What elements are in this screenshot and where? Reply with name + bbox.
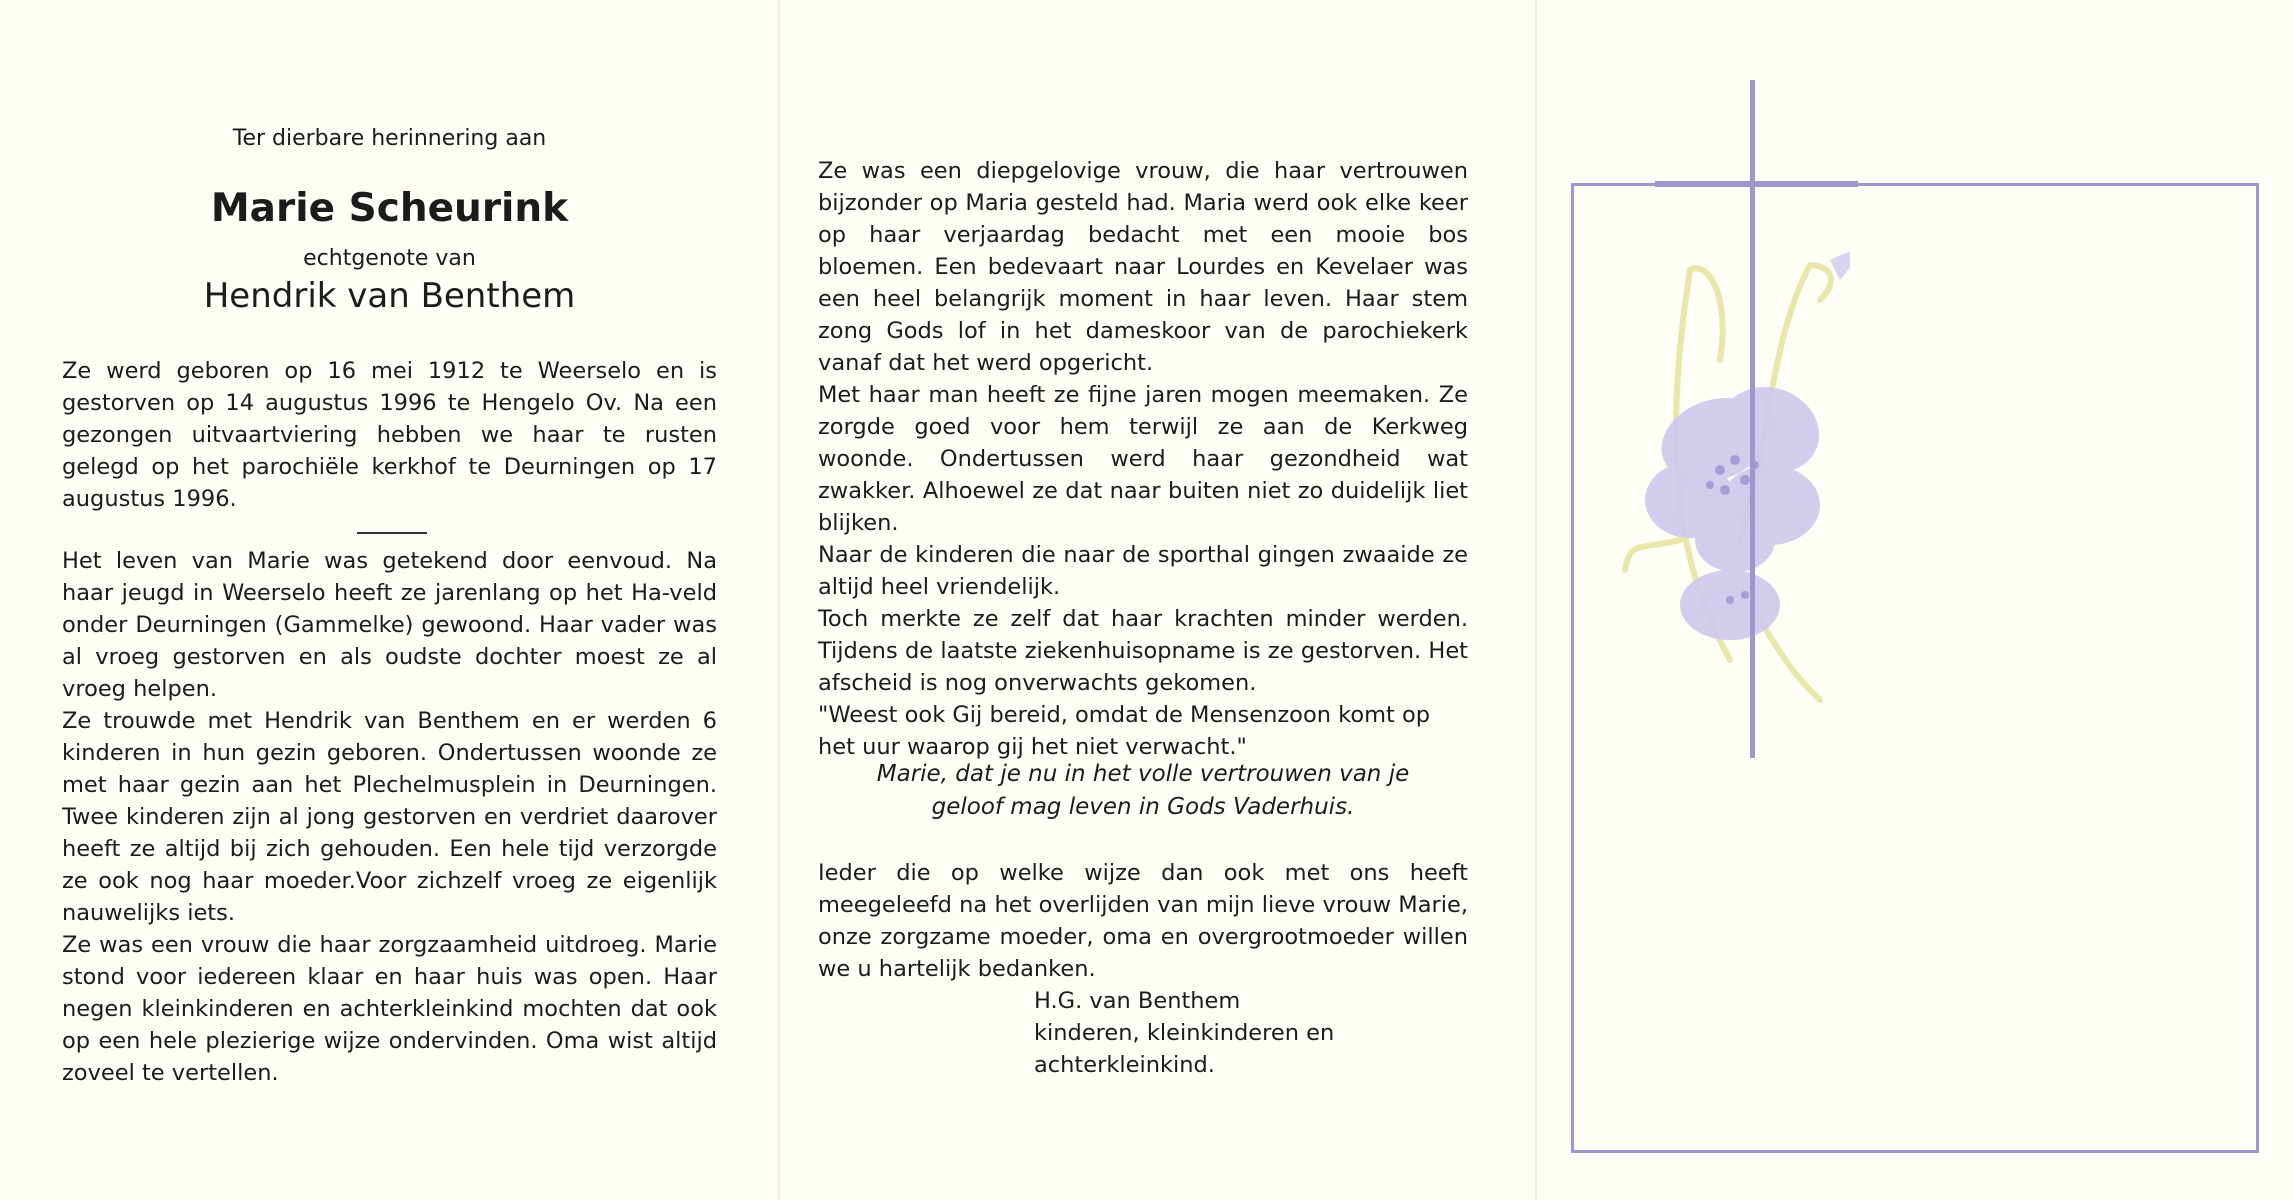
- life-story: [62, 545, 717, 1089]
- faith-paragraph: Ze was een diepgelovige vrouw, die haar vertrouwen bijzonder op Maria gesteld had. Maria werd ook elke keer op haar verjaardag bedacht met een mooie bos bloemen. Een bedevaart naar Lourdes en Kevelaer was een heel belangrijk moment in haar leven. Haar stem zong Gods lof in het dameskoor van de parochiekerk vanaf dat het werd opgericht.: [818, 158, 1468, 376]
- right-panel: [1540, 0, 2293, 1200]
- fold-line-left: [778, 0, 780, 1200]
- fold-line-right: [1535, 0, 1537, 1200]
- signature-line: achterkleinkind.: [1034, 1052, 1215, 1078]
- life-paragraph: Ze trouwde met Hendrik van Benthem en er werden 6 kinderen in hun gezin geboren. Ondertussen woonde ze met haar gezin aan het Plechelmusplein in Deurningen. Twee kinderen zijn al jong gestorven en verdriet daarover heeft ze altijd bij zich gehouden. Een hele tijd verzorgde ze ook nog haar moeder.Voor zichzelf vroeg ze eigenlijk nauwelijks iets.: [62, 708, 717, 926]
- spouse-name: Hendrik van Benthem: [203, 276, 576, 316]
- signature-block: [1034, 985, 1334, 1081]
- cross-bar: [1655, 181, 1858, 187]
- memorial-heading: Ter dierbare herinnering aan: [232, 126, 547, 151]
- signature-line: H.G. van Benthem: [1034, 988, 1241, 1014]
- signature-line: kinderen, kleinkinderen en: [1034, 1020, 1335, 1046]
- thanks-paragraph: Ieder die op welke wijze dan ook met ons heeft meegeleefd na het overlijden van mijn lieve vrouw Marie, onze zorgzame moeder, oma en overgrootmoeder willen we u hartelijk bedanken.: [818, 860, 1468, 982]
- life-paragraph: Ze was een vrouw die haar zorgzaamheid uitdroeg. Marie stond voor iedereen klaar en haar huis was open. Haar negen kleinkinderen en achterkleinkind mochten dat ook op een hele plezierige wijze ondervinden. Oma wist altijd zoveel te vertellen.: [62, 932, 717, 1086]
- faith-paragraph: Toch merkte ze zelf dat haar krachten minder werden. Tijdens de laatste ziekenhuisopname is ze gestorven. Het afscheid is nog onverwachts gekomen.: [818, 606, 1468, 696]
- closing-quote: [818, 758, 1468, 824]
- section-divider: [357, 532, 427, 534]
- bible-quote: "Weest ook Gij bereid, omdat de Mensenzoon komt op het uur waarop gij het niet verwacht.": [818, 702, 1431, 760]
- quote-line: Marie, dat je nu in het volle vertrouwen van je: [876, 761, 1410, 787]
- faith-paragraph: Met haar man heeft ze fijne jaren mogen meemaken. Ze zorgde goed voor hem terwijl ze aan de Kerkweg woonde. Ondertussen werd haar gezondheid wat zwakker. Alhoewel ze dat naar buiten niet zo duidelijk liet blijken.: [818, 382, 1468, 536]
- flower-illustration: [1620, 240, 1850, 740]
- faith-paragraph: Naar de kinderen die naar de sporthal gingen zwaaide ze altijd heel vriendelijk.: [818, 542, 1468, 600]
- deceased-name: Marie Scheurink: [210, 186, 569, 231]
- spouse-label: echtgenote van: [303, 246, 476, 271]
- birth-death-paragraph: Ze werd geboren op 16 mei 1912 te Weerselo en is gestorven op 14 augustus 1996 te Hengelo Ov. Na een gezongen uitvaartviering hebben we haar te rusten gelegd op het parochiële kerkhof te Deurningen op 17 augustus 1996.: [62, 358, 717, 512]
- faith-story: [818, 155, 1468, 763]
- quote-line: geloof mag leven in Gods Vaderhuis.: [931, 794, 1355, 820]
- life-paragraph: Het leven van Marie was getekend door eenvoud. Na haar jeugd in Weerselo heeft ze jarenlang op het Ha-veld onder Deurningen (Gammelke) gewoond. Haar vader was al vroeg gestorven en als oudste dochter moest ze al vroeg helpen.: [62, 548, 717, 702]
